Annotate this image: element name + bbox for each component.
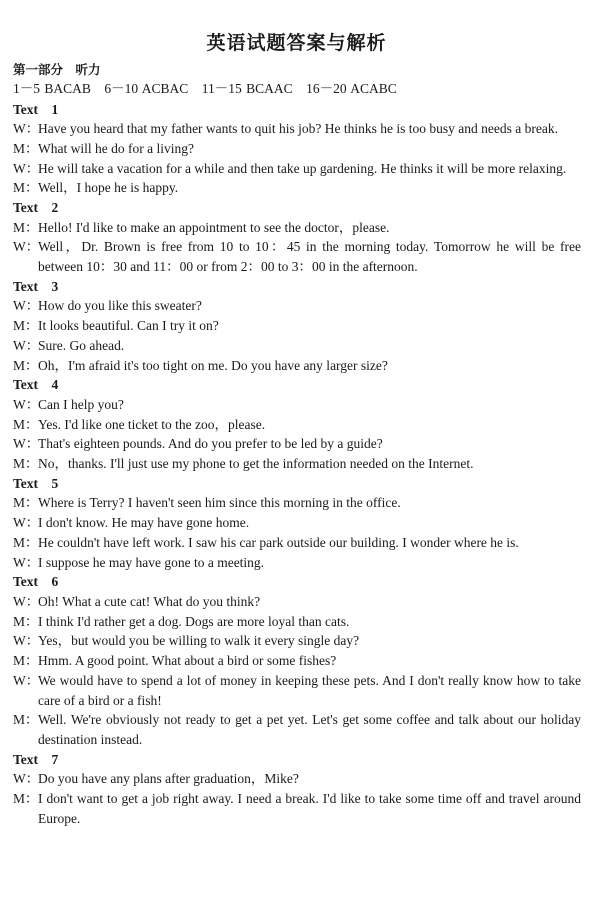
text-label: Text 3 (13, 278, 59, 294)
speaker-label: W： (13, 396, 40, 412)
dialogue-line (13, 415, 581, 435)
dialogue-text: Sure. Go ahead. (38, 337, 125, 353)
speaker-label: W： (13, 121, 40, 137)
dialogue-line (13, 178, 581, 198)
dialogue-text: Yes，but would you be willing to walk it every single day? (38, 633, 360, 649)
dialogue-line (13, 612, 581, 632)
transcript-block (13, 572, 581, 749)
dialogue-line (13, 434, 581, 454)
speaker-label: W： (13, 554, 40, 570)
dialogue-text: Have you heard that my father wants to quit his job? He thinks he is too busy and needs a break. (38, 121, 559, 137)
section-heading: 第一部分 听力 (13, 62, 101, 77)
speaker-label: M： (13, 357, 39, 373)
dialogue-text: How do you like this sweater? (38, 298, 202, 314)
dialogue-line (13, 513, 581, 533)
speaker-label: W： (13, 239, 40, 255)
text-label: Text 4 (13, 377, 59, 393)
dialogue-line (13, 336, 581, 356)
dialogue-text: Yes. I'd like one ticket to the zoo，please. (38, 416, 266, 432)
speaker-label: M： (13, 712, 39, 728)
speaker-label: M： (13, 613, 39, 629)
dialogue-line (13, 553, 581, 573)
speaker-label: W： (13, 436, 40, 452)
speaker-label: W： (13, 298, 40, 314)
speaker-label: M： (13, 219, 39, 235)
transcript-block (13, 750, 581, 829)
speaker-label: W： (13, 160, 40, 176)
text-label: Text 5 (13, 475, 59, 491)
dialogue-line (13, 671, 581, 710)
dialogue-line (13, 769, 581, 789)
dialogue-text: Well，Dr. Brown is free from 10 to 10：45 in the morning today. Tomorrow he will be free between 10：30 and 11：00 or from 2：00 to 3：00 in the afternoon. (38, 239, 581, 275)
dialogue-text: I suppose he may have gone to a meeting. (38, 554, 265, 570)
dialogue-text: Hello! I'd like to make an appointment to see the doctor，please. (38, 219, 390, 235)
speaker-label: W： (13, 337, 40, 353)
speaker-label: M： (13, 534, 39, 550)
speaker-label: W： (13, 515, 40, 531)
speaker-label: W： (13, 771, 40, 787)
dialogue-text: That's eighteen pounds. And do you prefer to be led by a guide? (38, 436, 383, 452)
speaker-label: W： (13, 672, 40, 688)
dialogue-line (13, 533, 581, 553)
dialogue-text: What will he do for a living? (38, 140, 194, 156)
answer-key: 1－5 BACAB 6－10 ACBAC 11－15 BCAAC 16－20 ACABC (13, 81, 397, 96)
dialogue-line (13, 789, 581, 828)
dialogue-text: Oh! What a cute cat! What do you think? (38, 593, 261, 609)
transcript (13, 100, 581, 829)
dialogue-line (13, 119, 581, 139)
dialogue-text: Oh，I'm afraid it's too tight on me. Do you have any larger size? (38, 357, 388, 373)
dialogue-text: I don't want to get a job right away. I need a break. I'd like to take some time off and travel around Europe. (38, 791, 581, 826)
dialogue-line (13, 493, 581, 513)
speaker-label: M： (13, 180, 39, 196)
speaker-label: M： (13, 653, 39, 669)
transcript-block (13, 277, 581, 376)
dialogue-line (13, 296, 581, 316)
text-label: Text 2 (13, 200, 59, 215)
transcript-block (13, 375, 581, 474)
document-title: 英语试题答案与解析 (206, 32, 387, 54)
dialogue-line (13, 159, 581, 179)
dialogue-text: Hmm. A good point. What about a bird or some fishes? (38, 653, 337, 669)
dialogue-text: It looks beautiful. Can I try it on? (38, 318, 219, 334)
dialogue-line (13, 454, 581, 474)
speaker-label: W： (13, 633, 40, 649)
dialogue-line (13, 592, 581, 612)
speaker-label: M： (13, 140, 39, 156)
speaker-label: M： (13, 791, 39, 806)
dialogue-text: He couldn't have left work. I saw his car park outside our building. I wonder where he is. (38, 534, 519, 550)
dialogue-text: Can I help you? (38, 396, 124, 412)
dialogue-line (13, 139, 581, 159)
speaker-label: M： (13, 318, 39, 334)
dialogue-text: He will take a vacation for a while and then take up gardening. He thinks it will be more relaxing. (38, 160, 567, 176)
dialogue-text: Do you have any plans after graduation，Mike? (38, 771, 299, 787)
dialogue-line (13, 395, 581, 415)
dialogue-line (13, 356, 581, 376)
dialogue-line (13, 651, 581, 671)
text-label: Text 7 (13, 751, 59, 767)
transcript-block (13, 100, 581, 199)
dialogue-text: Well，I hope he is happy. (38, 180, 179, 196)
dialogue-text: I don't know. He may have gone home. (38, 515, 250, 531)
transcript-block (13, 198, 581, 277)
text-label: Text 1 (13, 101, 59, 117)
speaker-label: W： (13, 593, 40, 609)
text-label: Text 6 (13, 574, 59, 590)
dialogue-text: No，thanks. I'll just use my phone to get the information needed on the Internet. (38, 456, 474, 472)
dialogue-text: Well. We're obviously not ready to get a pet yet. Let's get some coffee and talk about our holiday destination instead. (38, 712, 581, 747)
speaker-label: M： (13, 456, 39, 472)
dialogue-line (13, 631, 581, 651)
speaker-label: M： (13, 416, 39, 432)
dialogue-text: We would have to spend a lot of money in keeping these pets. And I don't really know how to take care of a bird or a fish! (38, 672, 581, 708)
speaker-label: M： (13, 495, 39, 511)
transcript-block (13, 474, 581, 573)
dialogue-text: Where is Terry? I haven't seen him since this morning in the office. (38, 495, 401, 511)
dialogue-line (13, 218, 581, 238)
dialogue-text: I think I'd rather get a dog. Dogs are more loyal than cats. (38, 613, 350, 629)
dialogue-line (13, 316, 581, 336)
dialogue-line (13, 710, 581, 749)
dialogue-line (13, 237, 581, 276)
